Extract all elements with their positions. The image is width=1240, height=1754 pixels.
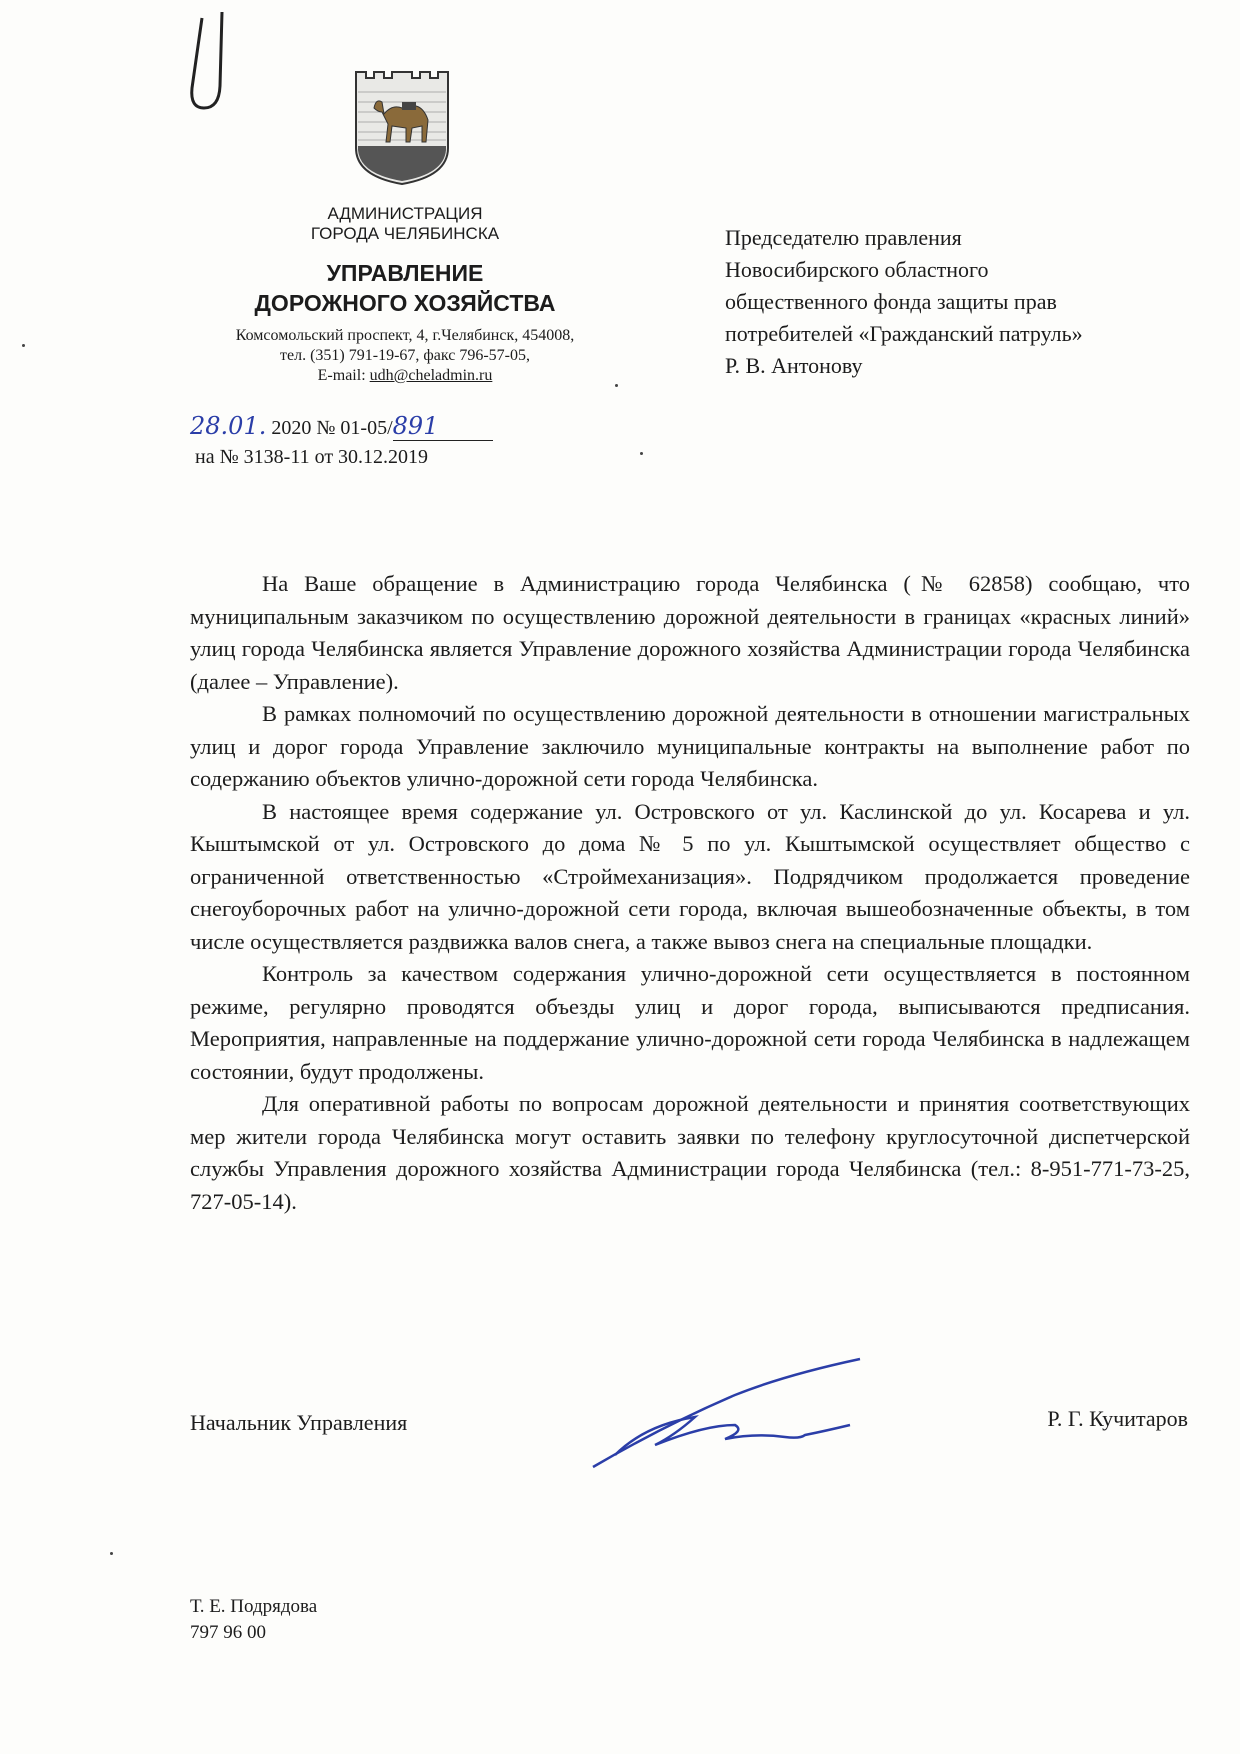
registration-year: 2020	[271, 417, 312, 439]
email-link[interactable]: udh@cheladmin.ru	[369, 367, 493, 384]
scan-speck	[640, 452, 643, 455]
executor-name: Т. Е. Подрядова	[190, 1596, 318, 1617]
paperclip-icon	[180, 8, 250, 128]
scan-speck	[22, 344, 25, 347]
signer-name: Р. Г. Кучитаров	[1047, 1406, 1188, 1431]
addressee-block	[725, 222, 1185, 382]
body-paragraph: На Ваше обращение в Администрацию города Челябинска (№ 62858) сообщаю, что муниципальным заказчиком по осуществлению дорожной деятельности в границах «красных линий» улиц города Челябинска является Управление дорожного хозяйства Администрации города Челябинска (далее – Управление).	[190, 571, 1190, 694]
email-label: E-mail:	[317, 367, 370, 384]
body-paragraph: Для оперативной работы по вопросам дорожной деятельности и принятия соответствующих мер жители города Челябинска могут оставить заявки по телефону круглосуточной диспетчерской службы Управления дорожного хозяйства Администрации города Челябинска (тел.: 8-951-771-73-25, 727-05-14).	[190, 1091, 1190, 1214]
department-name-line1: УПРАВЛЕНИЕ	[326, 260, 484, 286]
body-paragraph: В настоящее время содержание ул. Островского от ул. Каслинской до ул. Косарева и ул. Кыштымской от ул. Островского до дома № 5 по ул. Кыштымской осуществляет общество с ограниченной ответственностью «Строймеханизация». Подрядчиком продолжается проведение снегоуборочных работ на улично-дорожной сети города, включая вышеобозначенные объекты, в том числе осуществляется раздвижка валов снега, а также вывоз снега на специальные площадки.	[190, 798, 1190, 954]
handwritten-number: 891	[392, 412, 439, 440]
body-paragraph: Контроль за качеством содержания улично-дорожной сети осуществляется в постоянном режиме, регулярно проводятся объезды улиц и дорог города, выписываются предписания. Мероприятия, направленные на поддержание улично-дорожной сети города Челябинска в надлежащем состоянии, будут продолжены.	[190, 961, 1190, 1084]
registration-line	[190, 412, 493, 441]
signer-title: Начальник Управления	[190, 1410, 408, 1435]
addressee-line: Р. В. Антонову	[725, 353, 863, 378]
addressee-line: потребителей «Гражданский патруль»	[725, 321, 1083, 346]
executor-phone: 797 96 00	[190, 1622, 266, 1643]
org-name	[285, 204, 525, 244]
phone-fax: тел. (351) 791-19-67, факс 796-57-05,	[280, 347, 530, 364]
addressee-line: Председателю правления	[725, 225, 962, 250]
city-emblem-icon	[352, 68, 452, 186]
contact-block	[185, 326, 625, 386]
org-name-line1: АДМИНИСТРАЦИЯ	[327, 204, 483, 223]
department-name-line2: ДОРОЖНОГО ХОЗЯЙСТВА	[254, 290, 556, 316]
registration-number-prefix: № 01-05/	[316, 417, 393, 439]
department-name	[205, 258, 605, 318]
scan-speck	[110, 1552, 113, 1555]
addressee-line: Новосибирского областного	[725, 257, 989, 282]
scan-speck	[615, 384, 618, 387]
executor-block	[190, 1594, 317, 1646]
handwritten-date: 28.01.	[190, 412, 267, 440]
email-line	[185, 366, 625, 386]
org-name-line2: ГОРОДА ЧЕЛЯБИНСКА	[310, 224, 500, 243]
letter-body	[190, 568, 1190, 1218]
handwritten-signature	[585, 1355, 865, 1475]
body-paragraph: В рамках полномочий по осуществлению дорожной деятельности в отношении магистральных улиц и дорог города Управление заключило муниципальные контракты на выполнение работ по содержанию объектов улично-дорожной сети города Челябинска.	[190, 701, 1190, 791]
address: Комсомольский проспект, 4, г.Челябинск, 454008,	[235, 327, 575, 344]
addressee-line: общественного фонда защиты прав	[725, 289, 1057, 314]
reply-reference: на № 3138-11 от 30.12.2019	[195, 446, 429, 468]
